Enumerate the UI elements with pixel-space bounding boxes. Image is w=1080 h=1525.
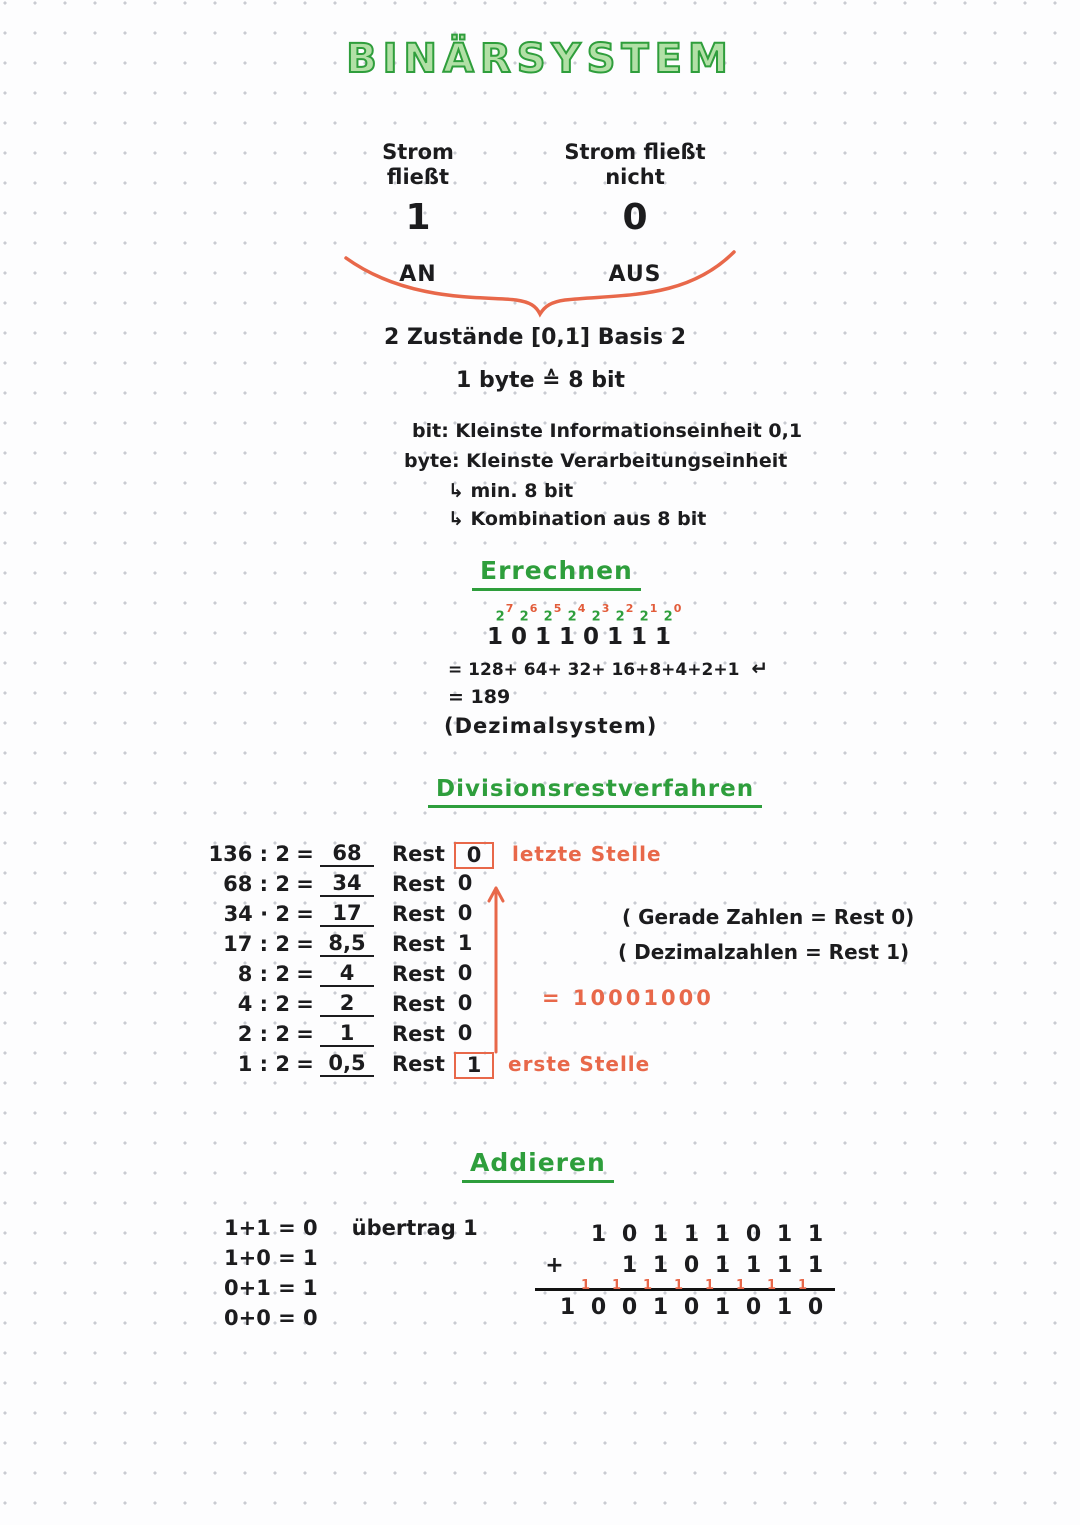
- division-row: 8 : 2 = 4 Rest 0: [237, 961, 473, 986]
- power-cell: $2^2$: [615, 602, 634, 625]
- division-result-binary: = 10001000: [542, 986, 714, 1010]
- state-on-label-line2: fließt: [386, 165, 450, 190]
- binary-digit: 0: [510, 624, 527, 651]
- reading-direction-arrow: [484, 874, 508, 1058]
- addition-rule: 0+1 = 1: [224, 1276, 318, 1300]
- power-cell: $2^0$: [663, 602, 682, 625]
- division-row: 17 : 2 = 8,5 Rest 1: [223, 931, 473, 956]
- section-heading-divisionsrestverfahren: Divisionsrestverfahren: [428, 776, 762, 808]
- note-even-numbers: ( Gerade Zahlen = Rest 0): [622, 905, 915, 929]
- binary-digits-row: [483, 624, 684, 650]
- binary-digit: 1: [630, 624, 647, 651]
- power-cell: $2^6$: [519, 602, 538, 625]
- binary-digit: 1: [534, 624, 551, 651]
- binary-digit: 1: [558, 624, 575, 651]
- binary-digit: 0: [582, 624, 599, 651]
- state-on-digit: 1: [405, 197, 431, 239]
- state-off-label-line1: Strom fließt: [564, 140, 706, 164]
- addition-operand1: 1 0 1 1 1 0 1 1: [590, 1222, 824, 1247]
- division-row: 2 : 2 = 1 Rest 0: [237, 1021, 473, 1046]
- power-cell: $2^7$: [495, 602, 514, 625]
- dezimalsystem-note: (Dezimalsystem): [444, 714, 658, 738]
- first-digit-annotation: erste Stelle: [508, 1052, 651, 1076]
- addition-rules: [224, 1216, 478, 1336]
- division-row: 136 : 2 = 68 Rest 0 letzte Stelle: [182, 842, 662, 872]
- byte-bit-line: 1 byte ≙ 8 bit: [456, 368, 626, 393]
- underbrace-curve: [340, 246, 740, 320]
- byte-note-kombination: ↳ Kombination aus 8 bit: [448, 508, 707, 530]
- bit-definition: bit: Kleinste Informationseinheit 0,1: [412, 420, 803, 442]
- state-on-label-line1: Strom: [382, 140, 454, 164]
- last-digit-annotation: letzte Stelle: [512, 842, 662, 866]
- power-cell: $2^3$: [591, 602, 610, 625]
- power-cell: $2^4$: [567, 602, 586, 625]
- addition-result: 1 0 0 1 0 1 0 1 0: [559, 1295, 824, 1320]
- division-row: 4 : 2 = 2 Rest 0: [237, 991, 473, 1016]
- byte-definition: byte: Kleinste Verarbeitungseinheit: [404, 450, 788, 472]
- plus-sign: +: [545, 1253, 564, 1278]
- state-off-name: AUS: [608, 261, 662, 287]
- return-arrow-icon: ↵: [751, 656, 769, 680]
- carry-row: 1 1 1 1 1 1 1 1: [580, 1278, 808, 1293]
- division-row: 1 : 2 = 0,5 Rest 1 erste Stelle: [182, 1052, 662, 1082]
- decimal-total: = 189: [448, 686, 511, 708]
- remainder-boxed: 1: [454, 1052, 494, 1079]
- division-row: 68 : 2 = 34 Rest 0: [223, 871, 473, 896]
- zustaende-line: 2 Zustände [0,1] Basis 2: [384, 325, 687, 350]
- powers-row: [492, 604, 684, 624]
- state-off-digit: 0: [622, 197, 648, 239]
- power-cell: $2^5$: [543, 602, 562, 625]
- division-table: [182, 842, 662, 1082]
- binary-addition: [535, 1222, 835, 1320]
- remainder-boxed: 0: [454, 842, 494, 869]
- note-decimal-numbers: ( Dezimalzahlen = Rest 1): [618, 940, 910, 964]
- binary-digit: 1: [486, 624, 503, 651]
- power-cell: $2^1$: [639, 602, 658, 625]
- page-title: BINÄRSYSTEM: [346, 36, 734, 82]
- binary-number-with-powers: [483, 604, 684, 650]
- section-heading-errechnen: Errechnen: [472, 556, 641, 591]
- binary-digit: 1: [654, 624, 671, 651]
- addition-operand2: + 1 1 0 1 1 1 1: [535, 1253, 835, 1278]
- state-on-name: AN: [399, 261, 437, 287]
- decimal-sum-line: = 128+ 64+ 32+ 16+8+4+2+1 ↵: [448, 656, 769, 680]
- state-off-label-line2: nicht: [605, 165, 665, 190]
- addition-rule: 1+1 = 0 übertrag 1: [224, 1216, 478, 1240]
- addition-rule: 0+0 = 0: [224, 1306, 318, 1330]
- binary-digit: 1: [606, 624, 623, 651]
- addition-rule: 1+0 = 1: [224, 1246, 318, 1270]
- section-heading-addieren: Addieren: [462, 1148, 614, 1183]
- byte-note-min: ↳ min. 8 bit: [448, 480, 574, 502]
- division-row: 34 · 2 = 17 Rest 0: [223, 901, 473, 926]
